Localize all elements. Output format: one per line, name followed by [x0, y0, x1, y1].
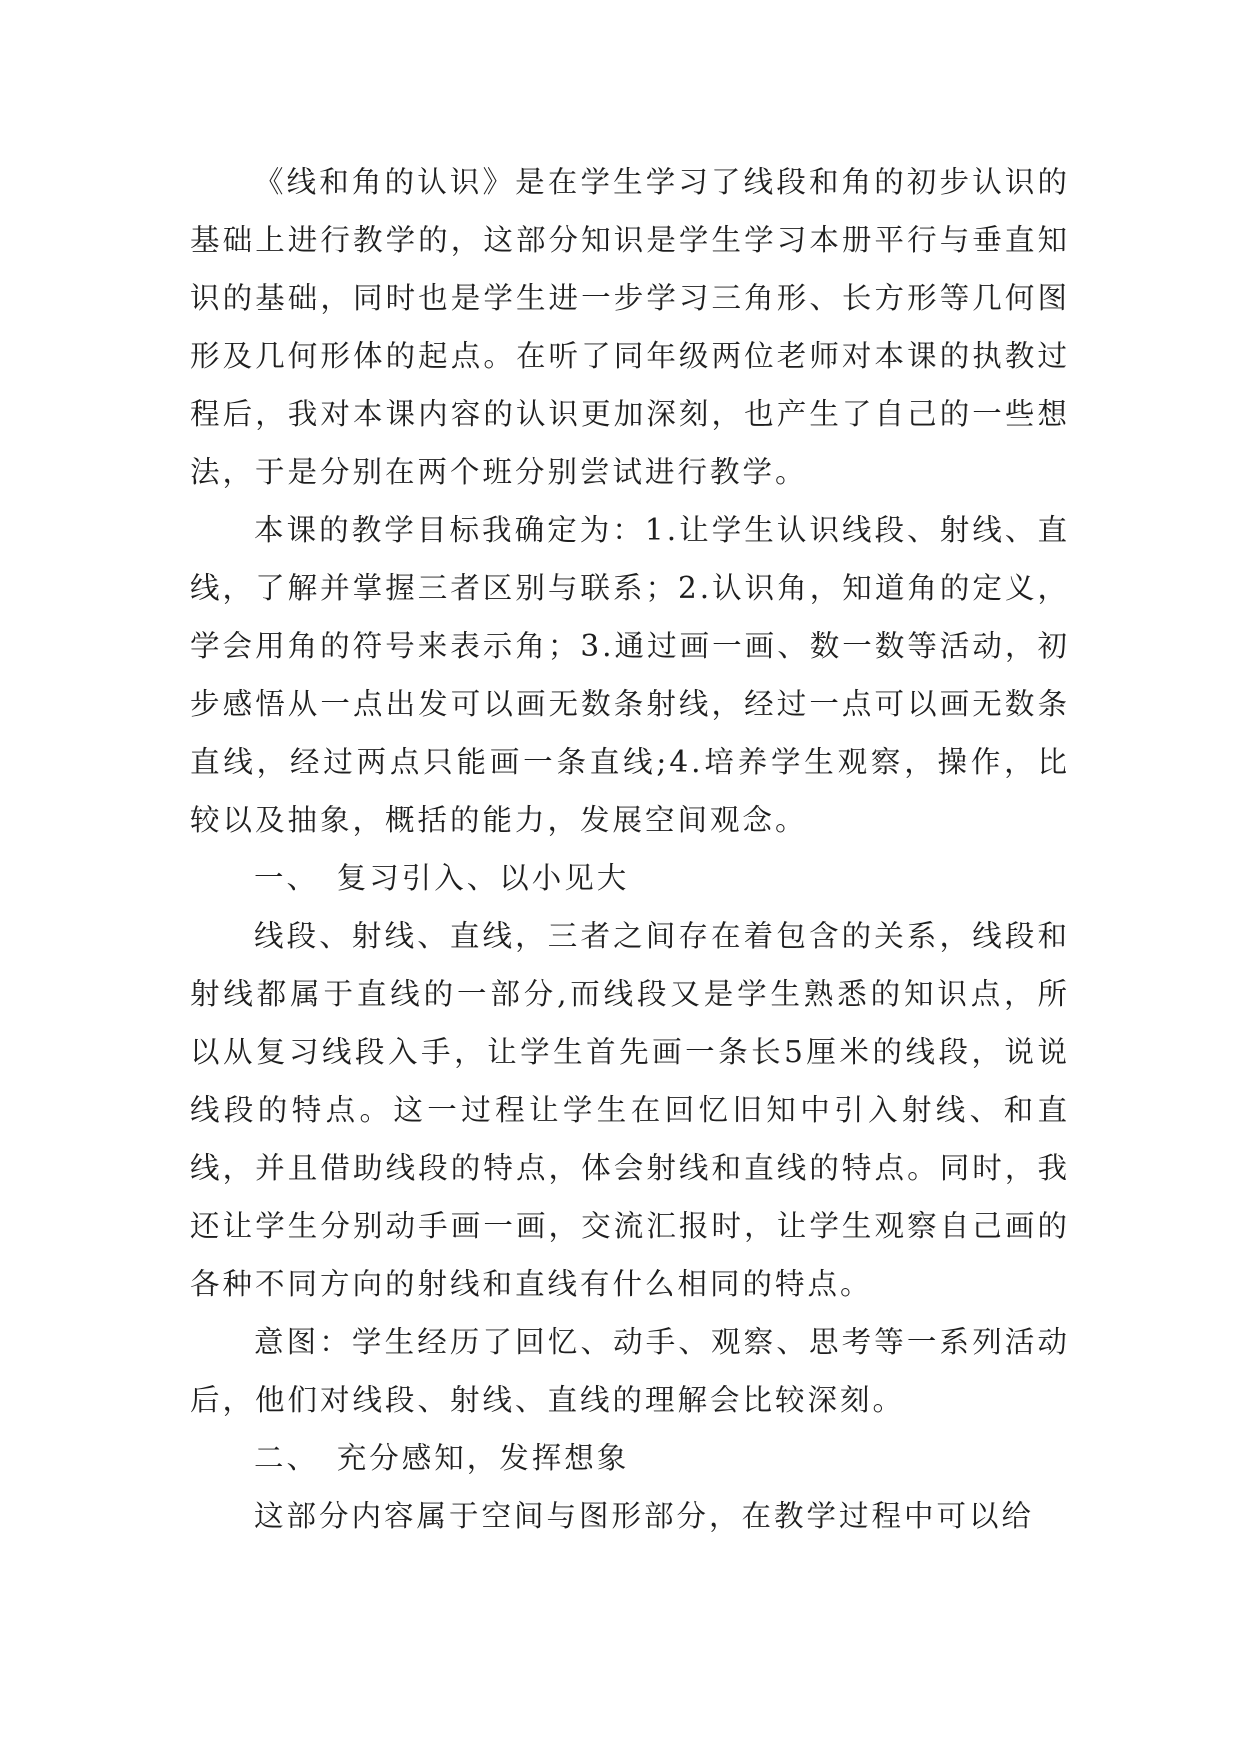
paragraph-section-2: 这部分内容属于空间与图形部分，在教学过程中可以给 [254, 1499, 1035, 1533]
section-heading-2: 二、 充分感知，发挥想象 [254, 1441, 630, 1475]
document-body [190, 153, 1070, 1545]
paragraph-intro: 《线和角的认识》是在学生学习了线段和角的初步认识的基础上进行教学的，这部分知识是学生学习本册平行与垂直知识的基础，同时也是学生进一步学习三角形、长方形等几何图形及几何形体的起点。在听了同年级两位老师对本课的执教过程后，我对本课内容的认识更加深刻，也产生了自己的一些想法，于是分别在两个班分别尝试进行教学。 [190, 165, 1070, 489]
section-heading-1: 一、 复习引入、以小见大 [254, 861, 630, 895]
paragraph-teaching-goals: 本课的教学目标我确定为：1.让学生认识线段、射线、直线，了解并掌握三者区别与联系；2.认识角，知道角的定义，学会用角的符号来表示角；3.通过画一画、数一数等活动，初步感悟从一点出发可以画无数条射线，经过一点可以画无数条直线，经过两点只能画一条直线;4.培养学生观察，操作，比较以及抽象，概括的能力，发展空间观念。 [190, 513, 1070, 837]
paragraph-intent: 意图：学生经历了回忆、动手、观察、思考等一系列活动后，他们对线段、射线、直线的理解会比较深刻。 [190, 1325, 1070, 1417]
paragraph-section-1: 线段、射线、直线，三者之间存在着包含的关系，线段和射线都属于直线的一部分,而线段又是学生熟悉的知识点，所以从复习线段入手，让学生首先画一条长5厘米的线段，说说线段的特点。这一过程让学生在回忆旧知中引入射线、和直线，并且借助线段的特点，体会射线和直线的特点。同时，我还让学生分别动手画一画，交流汇报时，让学生观察自己画的各种不同方向的射线和直线有什么相同的特点。 [190, 919, 1070, 1301]
